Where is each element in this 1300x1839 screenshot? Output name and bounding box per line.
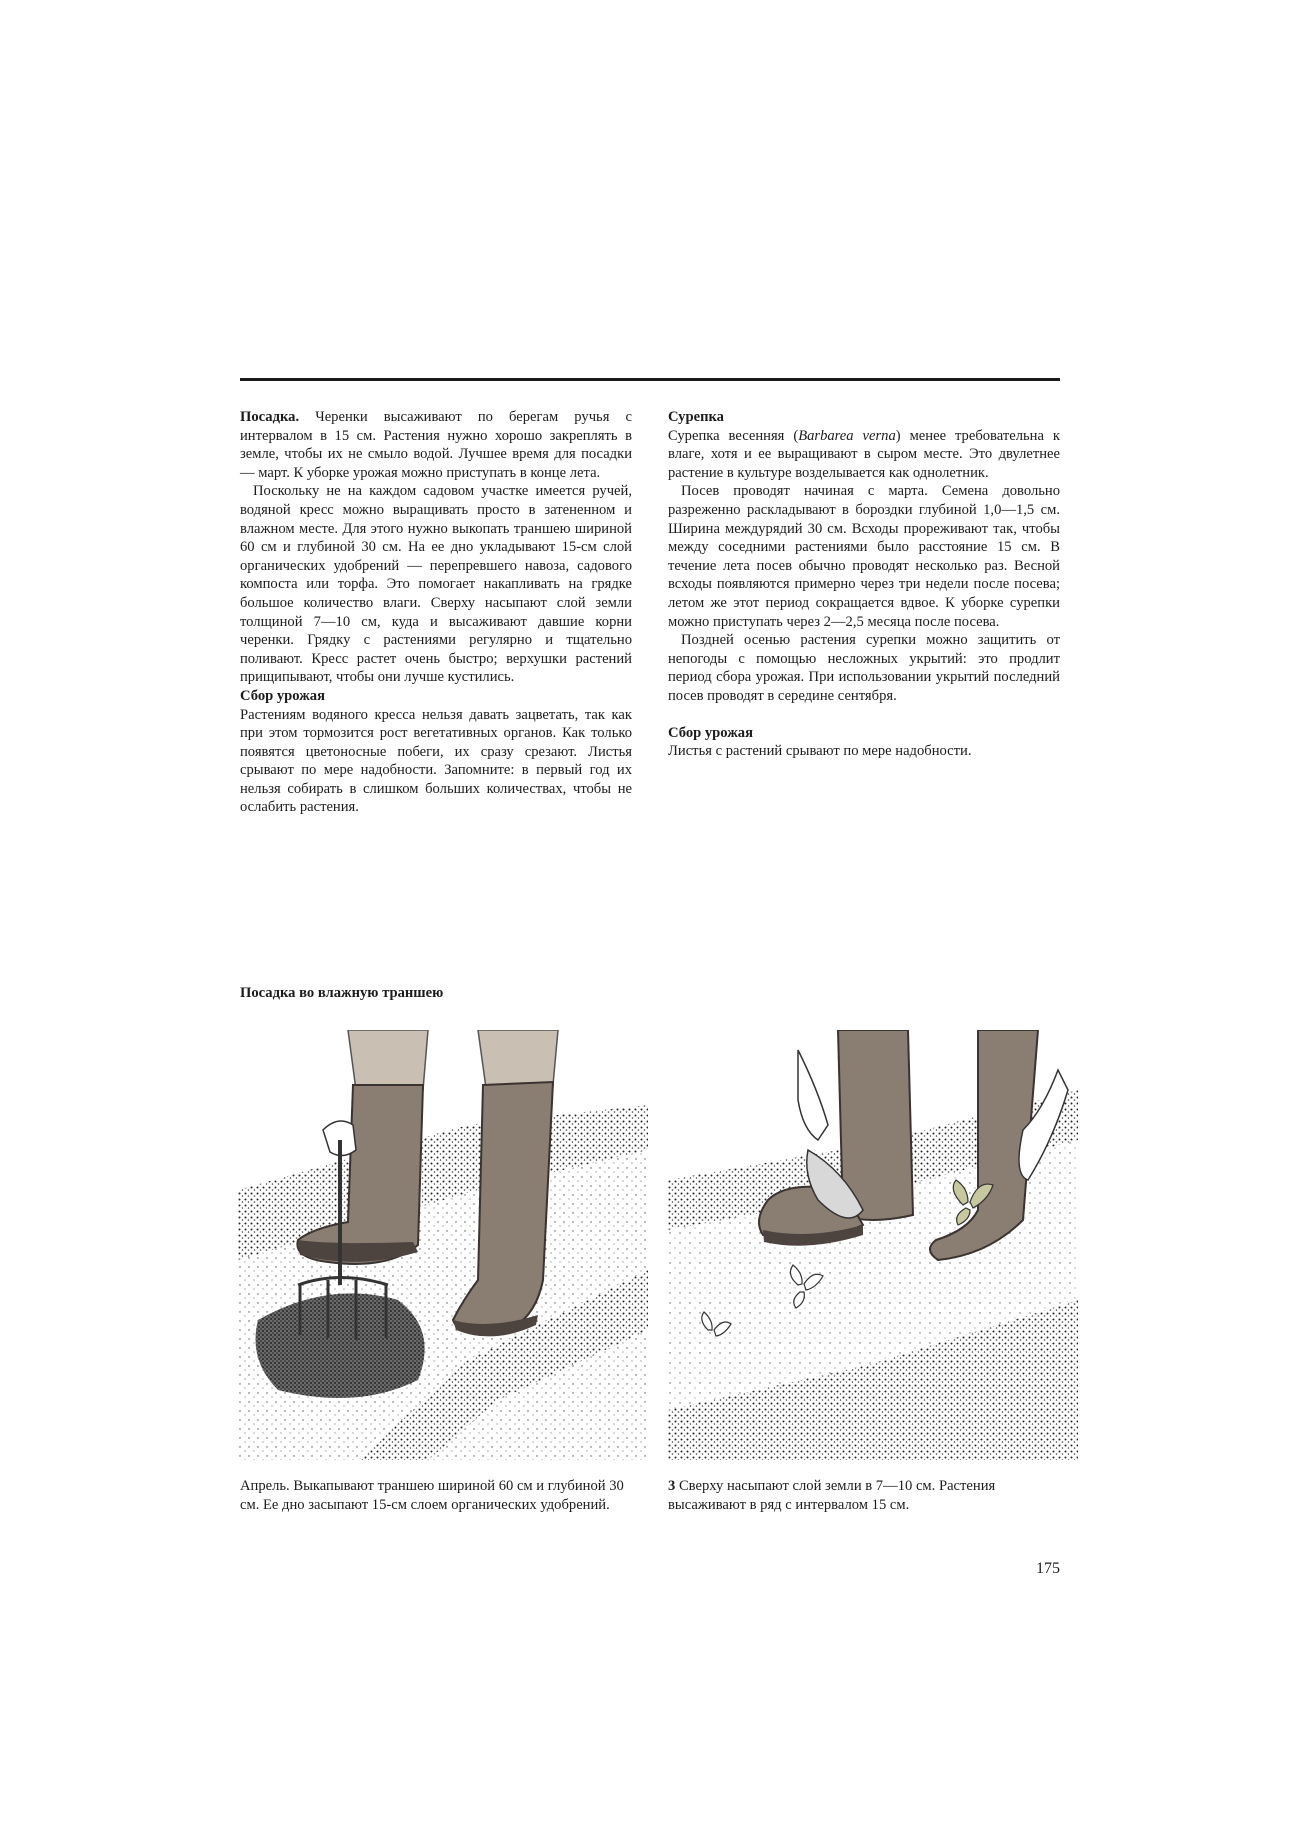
hand [798,1050,828,1140]
figure-title: Посадка во влажную траншею [240,985,444,1001]
latin-name: Barbarea verna [798,427,896,444]
barbarea-intro [668,427,1060,483]
caption-left: Апрель. Выкапывают траншею шириной 60 см и глубиной 30 см. Ее дно засыпают 15-см слоем органических удобрений. [240,1478,624,1513]
barbarea-harvest-text: Листья с растений срывают по мере надобности. [668,743,972,760]
barbarea-harvest-heading: Сбор урожая [668,724,754,741]
planting-paragraph [240,408,632,482]
autumn-paragraph: Поздней осенью растения сурепки можно защитить от непогоды с помощью несложных укрытий: это продлит период сбора урожая. При использовании укрытий последний посев проводят в середине сентября. [668,632,1060,704]
soil-heap [256,1293,425,1398]
page-number: 175 [1036,1560,1060,1577]
illustration-digging-trench [238,1030,648,1460]
top-rule [240,378,1060,381]
left-column [240,408,632,817]
intro-text-b: ) менее требовательна к влаге, хотя и ее выращивают в сыром месте. Это двулетнее растение в культуре возделывается как однолетник. [668,427,1060,481]
planting-lead: Посадка. [240,409,300,425]
trench-paragraph: Поскольку не на каждом садовом участке имеется ручей, водяной кресс можно выращивать просто в затененном и влажном месте. Для этого нужно выкопать траншею шириной 60 см и глубиной 30 см. На ее дно укладывают 15-см слой органических удобрений — перепревшего навоза, садового компоста или торфа. Это помогает накапливать на грядке большое количество влаги. Сверху насыпают слой земли толщиной 7—10 см, куда и высаживают давшие корни черенки. Грядку с растениями регулярно и тщательно поливают. Кресс растет очень быстро; верхушки растений прищипывают, чтобы они лучше кустились. [240,483,632,686]
intro-text-a: Сурепка весенняя ( [668,427,799,444]
caption-right [668,1477,1060,1514]
harvest-heading: Сбор урожая [240,687,326,704]
sowing-paragraph: Посев проводят начиная с марта. Семена довольно разреженно раскладывают в бороздки глубиной 1,0—1,5 см. Ширина междурядий 30 см. Всходы прореживают так, чтобы между соседними растениями было расстояние 15 см. В течение лета посев обычно проводят несколько раз. Весной всходы появляются примерно через три недели после посева; летом же этот период сокращается вдвое. К уборке сурепки можно приступать через 2—2,5 месяца после посева. [668,483,1060,630]
caption-right-text: Сверху насыпают слой земли в 7—10 см. Растения высаживают в ряд с интервалом 15 см. [668,1478,996,1513]
illustration-planting-row [668,1030,1078,1460]
caption-number: 3 [668,1478,676,1494]
planting-text: Черенки высаживают по берегам ручья с интервалом в 15 см. Растения нужно хорошо закреплять в земле, чтобы их не смыло водой. Лучшее время для посадки — март. К уборке урожая можно приступать в конце лета. [240,409,632,481]
harvest-paragraph: Растениям водяного кресса нельзя давать зацветать, так как при этом тормозится рост вегетативных органов. Как только появятся цветоносные побеги, их сразу срезают. Листья срывают по мере надобности. Запомните: в первый год их нельзя собирать в слишком больших количествах, чтобы не ослабить растения. [240,706,632,816]
barbarea-heading: Сурепка [668,409,724,425]
right-column [668,408,1060,761]
